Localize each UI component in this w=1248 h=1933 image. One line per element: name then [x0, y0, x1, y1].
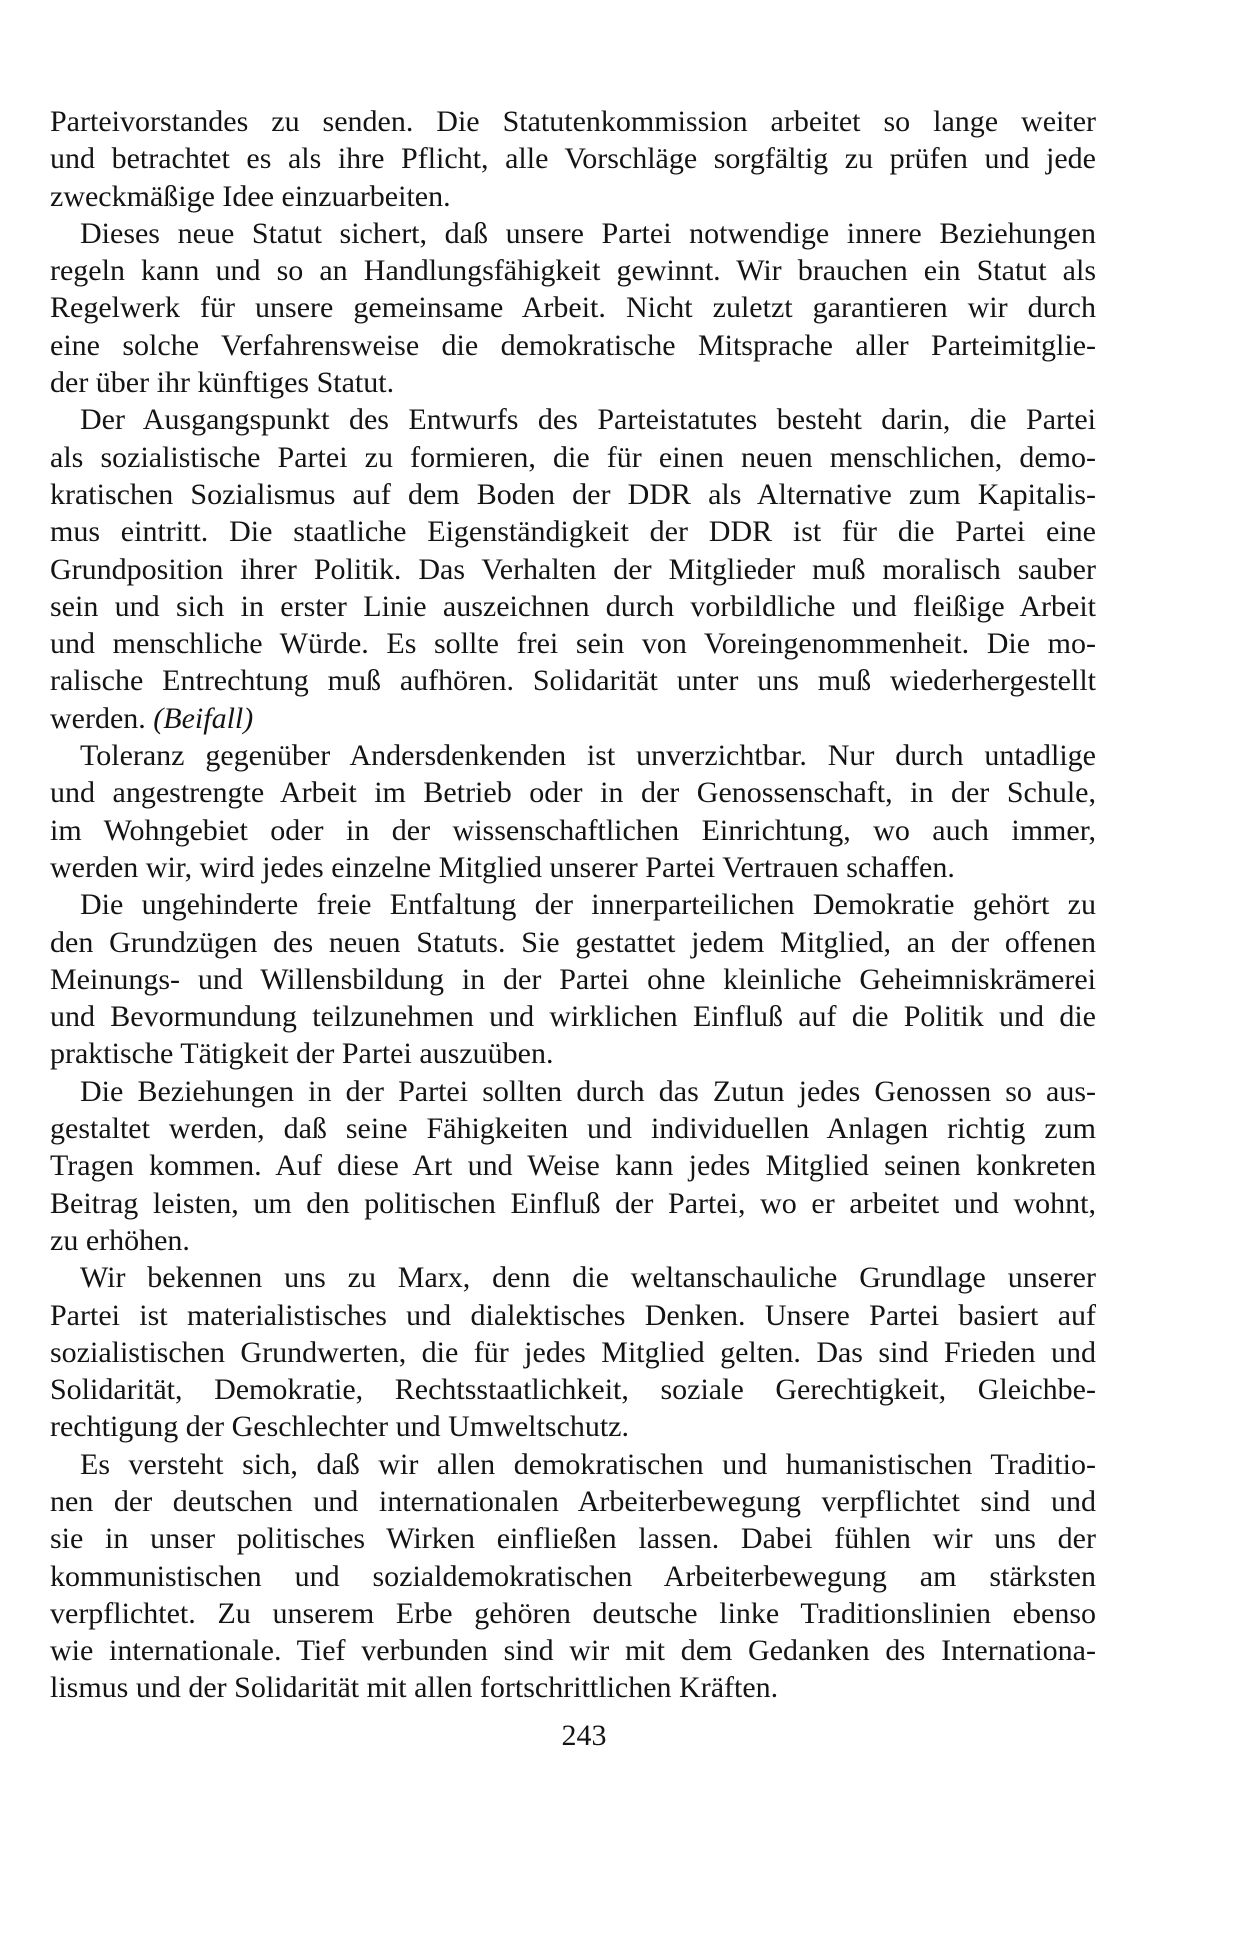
text-line: kommunistischen und sozialdemokratischen Arbeiterbewegung am stärksten: [50, 1559, 1096, 1593]
page-number: 243: [561, 1719, 607, 1752]
paragraph: [50, 1259, 1096, 1445]
text-line: Die ungehinderte freie Entfaltung der innerparteilichen Demokratie gehört zu: [80, 888, 1096, 922]
text-line: und betrachtet es als ihre Pflicht, alle Vorschläge sorgfältig zu prüfen und jede: [50, 142, 1096, 176]
paragraph: [50, 103, 1096, 215]
text-line: zweckmäßige Idee einzuarbeiten.: [50, 179, 451, 213]
text-line: im Wohngebiet oder in der wissenschaftlichen Einrichtung, wo auch immer,: [50, 813, 1096, 847]
text-line: und menschliche Würde. Es sollte frei sein von Voreingenommenheit. Die mo-: [50, 627, 1096, 661]
text-line: werden wir, wird jedes einzelne Mitglied unserer Partei Vertrauen schaffen.: [50, 850, 955, 884]
text-line: sozialistischen Grundwerten, die für jedes Mitglied gelten. Das sind Frieden und: [50, 1335, 1096, 1369]
paragraph: [50, 1073, 1096, 1259]
text-line: Es versteht sich, daß wir allen demokratischen und humanistischen Traditio-: [80, 1447, 1096, 1481]
paragraph: [50, 737, 1096, 886]
paragraph: [50, 215, 1096, 401]
text-line-segment: werden.: [50, 701, 154, 735]
text-line: der über ihr künftiges Statut.: [50, 366, 395, 400]
text-line: sein und sich in erster Linie auszeichnen durch vorbildliche und fleißige Arbeit: [50, 589, 1096, 623]
text-line: nen der deutschen und internationalen Arbeiterbewegung verpflichtet sind und: [50, 1484, 1096, 1518]
text-line: Regelwerk für unsere gemeinsame Arbeit. Nicht zuletzt garantieren wir durch: [50, 291, 1096, 325]
text-line: Die Beziehungen in der Partei sollten durch das Zutun jedes Genossen so aus-: [80, 1074, 1096, 1108]
text-line: lismus und der Solidarität mit allen fortschrittlichen Kräften.: [50, 1671, 779, 1705]
text-line: rechtigung der Geschlechter und Umweltschutz.: [50, 1410, 629, 1444]
text-line: mus eintritt. Die staatliche Eigenständigkeit der DDR ist für die Partei eine: [50, 515, 1096, 549]
text-line: Beitrag leisten, um den politischen Einfluß der Partei, wo er arbeitet und wohnt,: [50, 1186, 1096, 1220]
text-line: eine solche Verfahrensweise die demokratische Mitsprache aller Parteimitglie-: [50, 328, 1096, 362]
text-line: als sozialistische Partei zu formieren, die für einen neuen menschlichen, demo-: [50, 440, 1096, 474]
text-line: Meinungs- und Willensbildung in der Partei ohne kleinliche Geheimniskrämerei: [50, 962, 1096, 996]
text-line: Solidarität, Demokratie, Rechtsstaatlichkeit, soziale Gerechtigkeit, Gleichbe-: [50, 1373, 1096, 1407]
text-line: ralische Entrechtung muß aufhören. Solidarität unter uns muß wiederhergestellt: [50, 664, 1096, 698]
text-line: Toleranz gegenüber Andersdenkenden ist unverzichtbar. Nur durch untadlige: [80, 739, 1096, 773]
text-line: regeln kann und so an Handlungsfähigkeit gewinnt. Wir brauchen ein Statut als: [50, 254, 1096, 288]
text-line: Grundposition ihrer Politik. Das Verhalten der Mitglieder muß moralisch sauber: [50, 552, 1096, 586]
text-line: [50, 700, 1096, 737]
text-line: verpflichtet. Zu unserem Erbe gehören deutsche linke Traditionslinien ebenso: [50, 1596, 1096, 1630]
text-line: praktische Tätigkeit der Partei auszuüben.: [50, 1037, 554, 1071]
body-text: [50, 103, 1096, 1707]
paragraph: [50, 401, 1096, 737]
text-line: gestaltet werden, daß seine Fähigkeiten und individuellen Anlagen richtig zum: [50, 1112, 1096, 1146]
text-line: Dieses neue Statut sichert, daß unsere Partei notwendige innere Beziehungen: [80, 216, 1096, 250]
text-line: und angestrengte Arbeit im Betrieb oder in der Genossenschaft, in der Schule,: [50, 776, 1096, 810]
text-line: kratischen Sozialismus auf dem Boden der DDR als Alternative zum Kapitalis-: [50, 477, 1096, 511]
paragraph: [50, 886, 1096, 1072]
text-line: Der Ausgangspunkt des Entwurfs des Parteistatutes besteht darin, die Partei: [80, 403, 1096, 437]
text-line: Wir bekennen uns zu Marx, denn die weltanschauliche Grundlage unserer: [80, 1261, 1096, 1295]
applause-note: (Beifall): [153, 701, 254, 735]
text-line: Parteivorstandes zu senden. Die Statutenkommission arbeitet so lange weiter: [50, 105, 1096, 138]
text-line: wie internationale. Tief verbunden sind wir mit dem Gedanken des Internationa-: [50, 1634, 1096, 1668]
text-line: den Grundzügen des neuen Statuts. Sie gestattet jedem Mitglied, an der offenen: [50, 925, 1096, 959]
text-line: und Bevormundung teilzunehmen und wirklichen Einfluß auf die Politik und die: [50, 1000, 1096, 1034]
text-line: sie in unser politisches Wirken einfließen lassen. Dabei fühlen wir uns der: [50, 1522, 1096, 1556]
paragraph: [50, 1446, 1096, 1707]
text-line: zu erhöhen.: [50, 1223, 190, 1257]
text-line: Partei ist materialistisches und dialektisches Denken. Unsere Partei basiert auf: [50, 1298, 1096, 1332]
text-line: Tragen kommen. Auf diese Art und Weise kann jedes Mitglied seinen konkreten: [50, 1149, 1096, 1183]
